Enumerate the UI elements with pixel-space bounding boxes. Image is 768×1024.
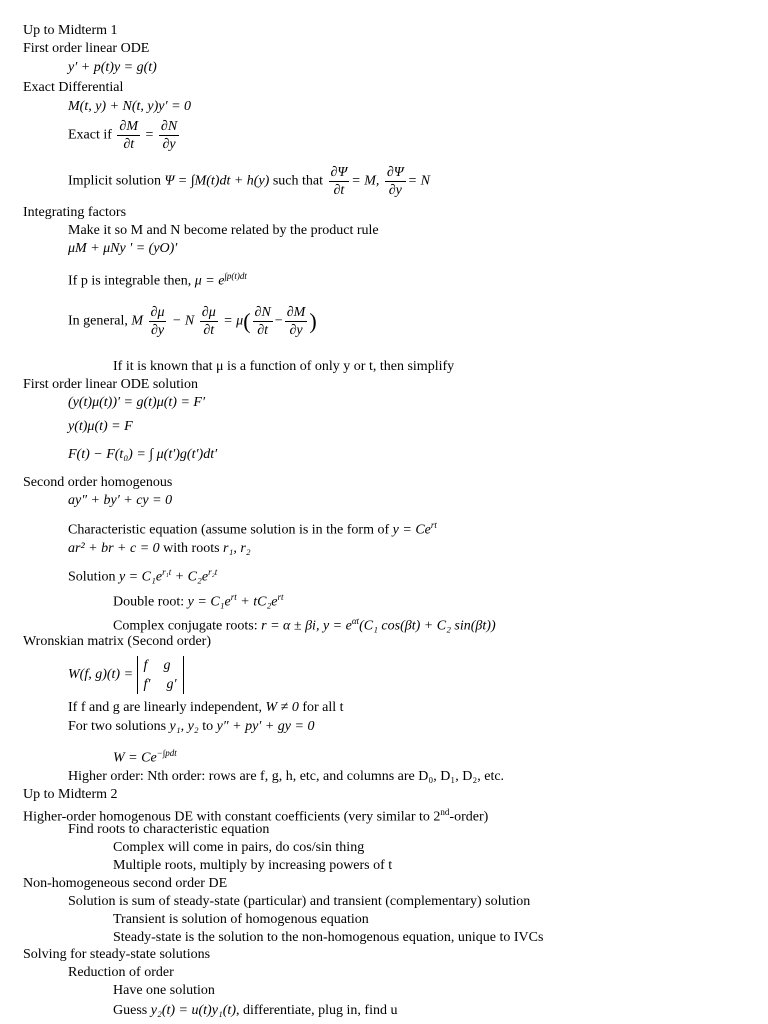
solution-step2: y(t)μ(t) = F (68, 419, 133, 434)
heading-exact: Exact Differential (23, 80, 124, 95)
quadratic-line: ar² + br + c = 0 with roots r₁, r₂ (68, 541, 251, 556)
exact-if-label: Exact if (68, 127, 112, 143)
find-roots: Find roots to characteristic equation (68, 822, 270, 837)
heading-midterm1: Up to Midterm 1 (23, 23, 118, 38)
heading-nonhomogeneous: Non-homogeneous second order DE (23, 876, 228, 891)
higher-order-line: Higher order: Nth order: rows are f, g, h, etc, and columns are D₀, D₁, D₂, etc. (68, 769, 505, 784)
characteristic-line: Characteristic equation (assume solution is in the form of $y = Ce^{rt}$ (68, 520, 437, 538)
reduction-of-order: Reduction of order (68, 965, 174, 980)
linearly-independent-line: If f and g are linearly independent, W ≠ 0 for all t (68, 700, 344, 715)
implicit-label: Implicit solution (68, 173, 161, 189)
multiple-roots: Multiple roots, multiply by increasing powers of t (113, 858, 393, 873)
solution-step1: (y(t)μ(t))′ = g(t)μ(t) = F′ (68, 395, 206, 410)
solution-line: Solution $y = C_1e^{r_1t} + C_2e^{r_2t}$ (68, 567, 218, 585)
complex-pairs: Complex will come in pairs, do cos/sin thing (113, 840, 365, 855)
heading-midterm2: Up to Midterm 2 (23, 787, 118, 802)
transient: Transient is solution of homogenous equation (113, 912, 369, 927)
heading-wronskian: Wronskian matrix (Second order) (23, 634, 211, 649)
wronskian-matrix-line: W(f, g)(t) = f g f′ g′ (68, 656, 184, 694)
heading-first-order-solution: First order linear ODE solution (23, 377, 198, 392)
guess-line: Guess y₂(t) = u(t)y₁(t), differentiate, plug in, find u (113, 1003, 398, 1018)
exact-if-line: Exact if $\frac{\partial M}{\partial t}$ = $\frac{\partial N}{\partial y}$ (68, 119, 178, 152)
solution-step3: F(t) − F(t₀) = ∫ μ(t′)g(t′)dt′ (68, 447, 218, 462)
two-solutions-line: For two solutions y₁, y₂ to y″ + py′ + gy = 0 (68, 719, 315, 734)
frac-dm-dt: $\frac{\partial M}{\partial t}$ (119, 119, 139, 152)
in-general-line: In general, M $\frac{\partial\mu}{\partial y}$ − N $\frac{\partial\mu}{\partial t}$ = μ( $\frac{\partial N}{\partial t}$ − $\frac{\partial M}{\partial y}$ ) (68, 305, 317, 338)
frac-dpsi-dy: $\frac{\partial\Psi}{\partial y}$ (386, 165, 404, 198)
implicit-line: Implicit solution Ψ = ∫M(t)dt + h(y) such that $\frac{\partial\Psi}{\partial t}$ = M, $\frac{\partial\Psi}{\partial y}$ = N (68, 165, 430, 198)
heading-integrating: Integrating factors (23, 205, 127, 220)
heading-second-order: Second order homogenous (23, 475, 173, 490)
steady-state: Steady-state is the solution to the non-homogenous equation, unique to IVCs (113, 930, 544, 945)
second-order-equation: ay″ + by′ + cy = 0 (68, 493, 173, 508)
first-order-equation: y′ + p(t)y = g(t) (68, 60, 157, 75)
have-one-solution: Have one solution (113, 983, 215, 998)
product-rule-eq: μM + μNy ' = (yO)′ (68, 241, 178, 256)
complex-root-line: Complex conjugate roots: r = α ± βi, $y = e^{\alpha t}(C_1$ cos(βt) + C₂ sin(βt)) (113, 616, 496, 634)
double-root-line: Double root: $y = C_1e^{rt} + tC_2e^{rt}$ (113, 592, 284, 610)
such-that: such that (272, 173, 323, 189)
implicit-formula: Ψ = ∫M(t)dt + h(y) (164, 173, 270, 189)
exact-equation: M(t, y) + N(t, y)y′ = 0 (68, 99, 192, 114)
abel-line: $W = Ce^{-\int pdt}$ (113, 748, 177, 766)
frac-dn-dy: $\frac{\partial N}{\partial y}$ (160, 119, 178, 152)
heading-solving: Solving for steady-state solutions (23, 947, 211, 962)
heading-first-order: First order linear ODE (23, 41, 150, 56)
wronskian-matrix: f g f′ g′ (137, 656, 184, 694)
make-it-so: Make it so M and N become related by the product rule (68, 223, 379, 238)
sum-solution: Solution is sum of steady-state (particular) and transient (complementary) solution (68, 894, 531, 909)
if-p-line: If p is integrable then, $\mu = e^{\int p(t)dt}$ (68, 271, 247, 289)
if-known: If it is known that μ is a function of only y or t, then simplify (113, 359, 455, 374)
higher-order-heading: Higher-order homogenous DE with constant coefficients (very similar to 2nd-order) (23, 807, 489, 825)
frac-dpsi-dt: $\frac{\partial\Psi}{\partial t}$ (330, 165, 348, 198)
